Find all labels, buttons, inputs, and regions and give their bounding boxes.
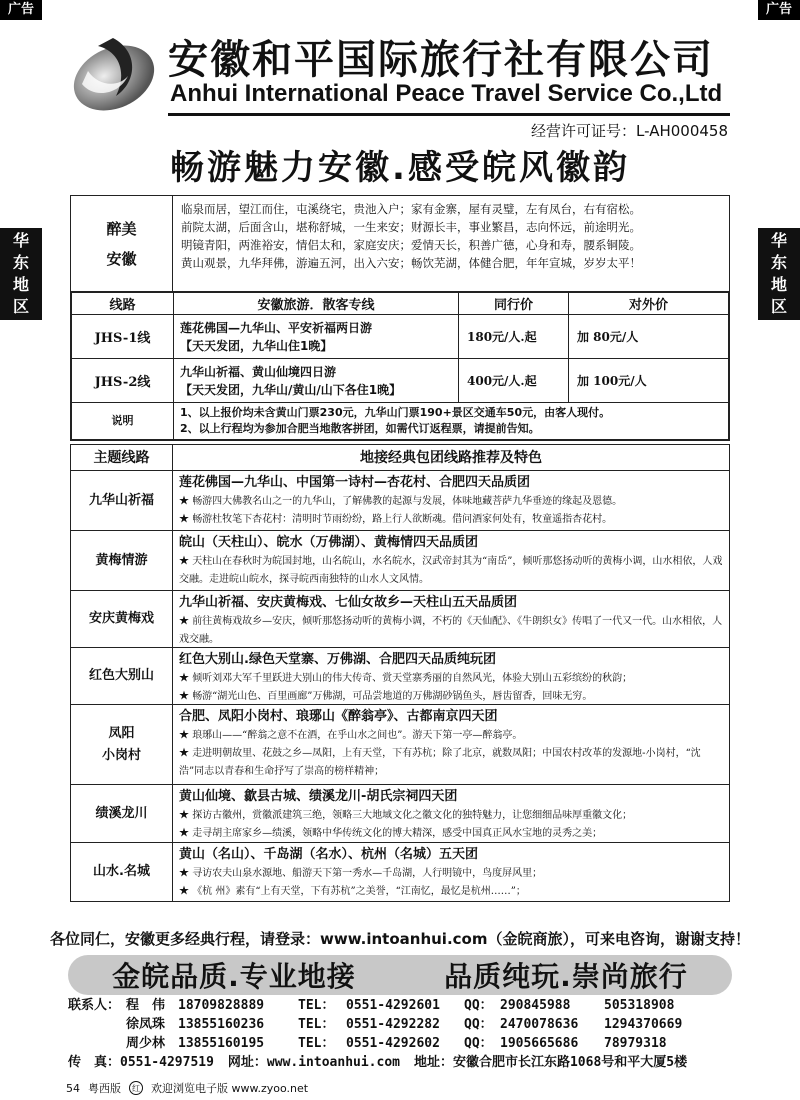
- contact-tel: 0551-4292601: [346, 998, 440, 1013]
- banner-slogan-right: 品质纯玩.崇尚旅行: [444, 960, 688, 993]
- theme-highlight: ★ 畅游四大佛教名山之一的九华山，了解佛教的起源与发展，体味地藏菩萨九华垂迹的缘起及恩德。: [179, 493, 723, 511]
- intro-poem: [173, 196, 729, 291]
- theme-routes-box: [70, 444, 730, 902]
- theme-name: 绩溪龙川: [71, 785, 173, 842]
- intro-line: 临泉而居，望江而住，屯溪绕宅，贵池入户；家有金寨，屋有灵璧，左有凤台，右有宿松。: [181, 202, 641, 216]
- edition-label: 粤西版: [88, 1082, 121, 1095]
- theme-name: 红色大别山: [71, 648, 173, 704]
- intro-line: 明镜青阳，两淮裕安，情侣太和，家庭安庆；爱情天长，积善广德，心身和寿，腰系铜陵。: [181, 238, 641, 252]
- contact-label-spacer: [68, 1034, 126, 1053]
- theme-highlight: ★ 前往黄梅戏故乡—安庆，倾听那悠扬动听的黄梅小调，不朽的《天仙配》、《牛朗织女》传唱了一代又一代。山水相依，人戏交融。: [179, 613, 723, 649]
- route-name: [174, 315, 459, 359]
- note-line: 1、以上报价均未含黄山门票230元，九华山门票190+景区交通车50元，由客人现付。: [180, 406, 611, 419]
- intro-section: [71, 196, 729, 292]
- ad-tag-right: 广告: [758, 0, 800, 20]
- theme-highlight: ★ 琅琊山——“醉翁之意不在酒，在乎山水之间也”。游天下第一亭—醉翁亭。: [179, 727, 723, 745]
- route-peer-price: 180元/人.起: [459, 315, 569, 359]
- ad-tag-left: 广告: [0, 0, 42, 20]
- slogan-banner: [68, 955, 732, 995]
- route-info-box: [70, 195, 730, 441]
- qq-label: QQ：: [464, 998, 493, 1013]
- contact-mobile: 18709828889: [178, 998, 265, 1013]
- route-table-header: [72, 293, 729, 315]
- route-title: 莲花佛国—九华山、平安祈福两日游: [180, 320, 373, 335]
- theme-title: 莲花佛国—九华山、中国第一诗村—杏花村、合肥四天品质团: [179, 475, 531, 490]
- theme-header: [71, 445, 729, 471]
- theme-body: [173, 648, 729, 704]
- contact-row: [68, 1015, 732, 1034]
- intro-line: 黄山观景，九华拜佛，游遍五河，出入六安；畅饮芜湖，体健合肥，年年宣城，岁岁太平！: [181, 256, 641, 270]
- publication-logo-icon: 红: [129, 1081, 143, 1095]
- theme-highlight: ★ 走进明朝故里、花鼓之乡—凤阳，上有天堂，下有苏杭；除了北京，就数凤阳；中国农村改革的发源地-小岗村，“沈浩”同志以青春和生命抒写了崇高的榜样精神；: [179, 745, 723, 781]
- theme-row: [71, 531, 729, 591]
- region-char: 东: [770, 253, 787, 272]
- route-name: [174, 359, 459, 403]
- theme-header-left: 主题线路: [71, 445, 173, 470]
- theme-row: [71, 843, 729, 901]
- company-logo-icon: [68, 26, 160, 118]
- route-detail: 【天天发团，九华山住1晚】: [180, 338, 333, 353]
- route-detail: 【天天发团，九华山/黄山/山下各住1晚】: [180, 382, 402, 397]
- theme-row: [71, 471, 729, 531]
- header-line-name: 安徽旅游．散客专线: [174, 293, 459, 315]
- theme-name: 九华山祈福: [71, 471, 173, 530]
- region-char: 区: [12, 297, 29, 316]
- theme-highlight: ★ 畅游“湖光山色、百里画廊”万佛湖，可品尝地道的万佛湖砂锅鱼头，唇齿留香，回味无穷。: [179, 688, 723, 706]
- region-tab-right: [758, 228, 800, 320]
- region-char: 东: [12, 253, 29, 272]
- intro-label: [71, 196, 173, 291]
- note-label: 说明: [72, 403, 174, 440]
- route-table: [71, 292, 729, 440]
- region-char: 华: [12, 231, 29, 250]
- route-code: JHS-2线: [72, 359, 174, 403]
- contact-qq: 505318908: [604, 998, 675, 1013]
- title-divider: [168, 113, 730, 116]
- theme-title: 皖山（天柱山）、皖水（万佛湖）、黄梅情四天品质团: [179, 535, 479, 550]
- address: 地址：安徽合肥市长江东路1068号和平大厦5楼: [413, 1055, 688, 1070]
- intro-line: 前院太湖，后面含山，堪称舒城，一生来安；财源长丰，事业繁昌，志向怀远，前途明光。: [181, 220, 641, 234]
- theme-title: 黄山（名山）、千岛湖（名水）、杭州（名城）五天团: [179, 847, 479, 862]
- contact-qq: 2470078636: [500, 1017, 579, 1032]
- contact-mobile: 13855160236: [178, 1017, 265, 1032]
- website-call-to-action: 各位同仁，安徽更多经典行程，请登录：www.intoanhui.com（金皖商旅），可来电咨询，谢谢支持！: [50, 930, 750, 948]
- route-public-price: 加 80元/人: [569, 315, 729, 359]
- contact-label-spacer: [68, 1015, 126, 1034]
- theme-name: 凤阳 小岗村: [71, 705, 173, 784]
- route-title: 九华山祈福、黄山仙境四日游: [180, 364, 337, 379]
- region-char: 地: [770, 275, 787, 294]
- route-public-price: 加 100元/人: [569, 359, 729, 403]
- page-number: 54: [66, 1081, 80, 1095]
- region-tab-left: [0, 228, 42, 320]
- company-name-cn: 安徽和平国际旅行社有限公司: [168, 37, 714, 83]
- region-char: 华: [770, 231, 787, 250]
- company-name-en: Anhui International Peace Travel Service Co.,Ltd: [170, 80, 723, 107]
- tel-label: TEL：: [298, 998, 335, 1013]
- header-route: 线路: [72, 293, 174, 315]
- contact-row: [68, 996, 732, 1015]
- contact-label: 联系人：: [68, 998, 121, 1013]
- note-line: 2、以上行程均为参加合肥当地散客拼团，如需代订返程票，请提前告知。: [180, 422, 540, 435]
- theme-name: 黄梅情游: [71, 531, 173, 590]
- note-row: [72, 403, 729, 440]
- contact-tel: 0551-4292282: [346, 1017, 440, 1032]
- theme-highlight: ★ 走寻胡主席家乡—绩溪，领略中华传统文化的博大精深，感受中国真正风水宝地的灵秀之美；: [179, 825, 723, 843]
- theme-highlight: ★ 畅游杜牧笔下杏花村：清明时节雨纷纷，路上行人欲断魂。借问酒家何处有，牧童遥指杏花村。: [179, 511, 723, 529]
- theme-row: [71, 591, 729, 648]
- tel-label: TEL：: [298, 1017, 335, 1032]
- theme-name: 山水.名城: [71, 843, 173, 901]
- theme-title: 黄山仙境、歙县古城、绩溪龙川-胡氏宗祠四天团: [179, 789, 458, 804]
- intro-label-top: 醉美: [106, 219, 137, 238]
- contact-tel: 0551-4292602: [346, 1036, 440, 1051]
- contact-row: [68, 1034, 732, 1053]
- website: 网址：www.intoanhui.com: [227, 1055, 400, 1070]
- contact-block: [68, 996, 732, 1072]
- theme-row: [71, 705, 729, 785]
- table-row: [72, 359, 729, 403]
- tel-label: TEL：: [298, 1036, 335, 1051]
- theme-body: [173, 531, 729, 590]
- banner-slogan-left: 金皖品质.专业地接: [112, 960, 356, 993]
- contact-name: 徐凤珠: [126, 1017, 166, 1032]
- theme-body: [173, 843, 729, 901]
- theme-body: [173, 471, 729, 530]
- route-code: JHS-1线: [72, 315, 174, 359]
- theme-body: [173, 591, 729, 647]
- theme-highlight: ★ 《杭 州》素有“上有天堂，下有苏杭”之美誉，“江南忆，最忆是杭州……”；: [179, 883, 723, 901]
- theme-name: 安庆黄梅戏: [71, 591, 173, 647]
- license-number: 经营许可证号：L-AH000458: [531, 122, 728, 140]
- ebook-link: 欢迎浏览电子版 www.zyoo.net: [151, 1082, 309, 1095]
- theme-title: 合肥、凤阳小岗村、琅琊山《醉翁亭》、古都南京四天团: [179, 709, 498, 724]
- note-text: [174, 403, 729, 440]
- contact-mobile: 13855160195: [178, 1036, 265, 1051]
- contact-name: 周少林: [126, 1036, 166, 1051]
- theme-row: [71, 648, 729, 705]
- region-char: 区: [770, 297, 787, 316]
- region-char: 地: [12, 275, 29, 294]
- fax: 传 真：0551-4297519: [68, 1055, 214, 1070]
- route-peer-price: 400元/人.起: [459, 359, 569, 403]
- table-row: [72, 315, 729, 359]
- theme-header-right: 地接经典包团线路推荐及特色: [360, 450, 542, 466]
- theme-highlight: ★ 倾听刘邓大军千里跃进大别山的伟大传奇、赏天堂寨秀丽的自然风光，体验大别山五彩缤纷的秋韵；: [179, 670, 723, 688]
- theme-highlight: ★ 寻访农夫山泉水源地、船游天下第一秀水—千岛湖，人行明镜中，鸟度屏风里；: [179, 865, 723, 883]
- theme-body: [173, 785, 729, 842]
- slogan: 畅游魅力安徽.感受皖风徽韵: [170, 148, 630, 188]
- qq-label: QQ：: [464, 1036, 493, 1051]
- theme-highlight: ★ 天柱山在春秋时为皖国封地，山名皖山，水名皖水，汉武帝封其为“南岳”，倾听那悠扬动听的黄梅小调，山水相依，人戏交融。走进皖山皖水，探寻皖西南独特的山水人文风情。: [179, 553, 723, 589]
- theme-highlight: ★ 探访古徽州，赏徽派建筑三绝，领略三大地域文化之徽文化的独特魅力，让您细细品味厚重徽文化；: [179, 807, 723, 825]
- intro-label-bottom: 安徽: [106, 249, 137, 268]
- theme-row: [71, 785, 729, 843]
- qq-label: QQ：: [464, 1017, 493, 1032]
- theme-body: [173, 705, 729, 784]
- theme-title: 九华山祈福、安庆黄梅戏、七仙女故乡—天柱山五天品质团: [179, 595, 518, 610]
- page-footer: [66, 1080, 308, 1096]
- theme-title: 红色大别山.绿色天堂寨、万佛湖、合肥四天品质纯玩团: [179, 652, 496, 667]
- contact-qq: 1294370669: [604, 1017, 683, 1032]
- header-peer-price: 同行价: [459, 293, 569, 315]
- contact-name: 程 伟: [126, 998, 166, 1013]
- header-public-price: 对外价: [569, 293, 729, 315]
- contact-qq: 290845988: [500, 998, 571, 1013]
- contact-footer-row: [68, 1053, 732, 1072]
- contact-qq: 78979318: [604, 1036, 667, 1051]
- contact-qq: 1905665686: [500, 1036, 579, 1051]
